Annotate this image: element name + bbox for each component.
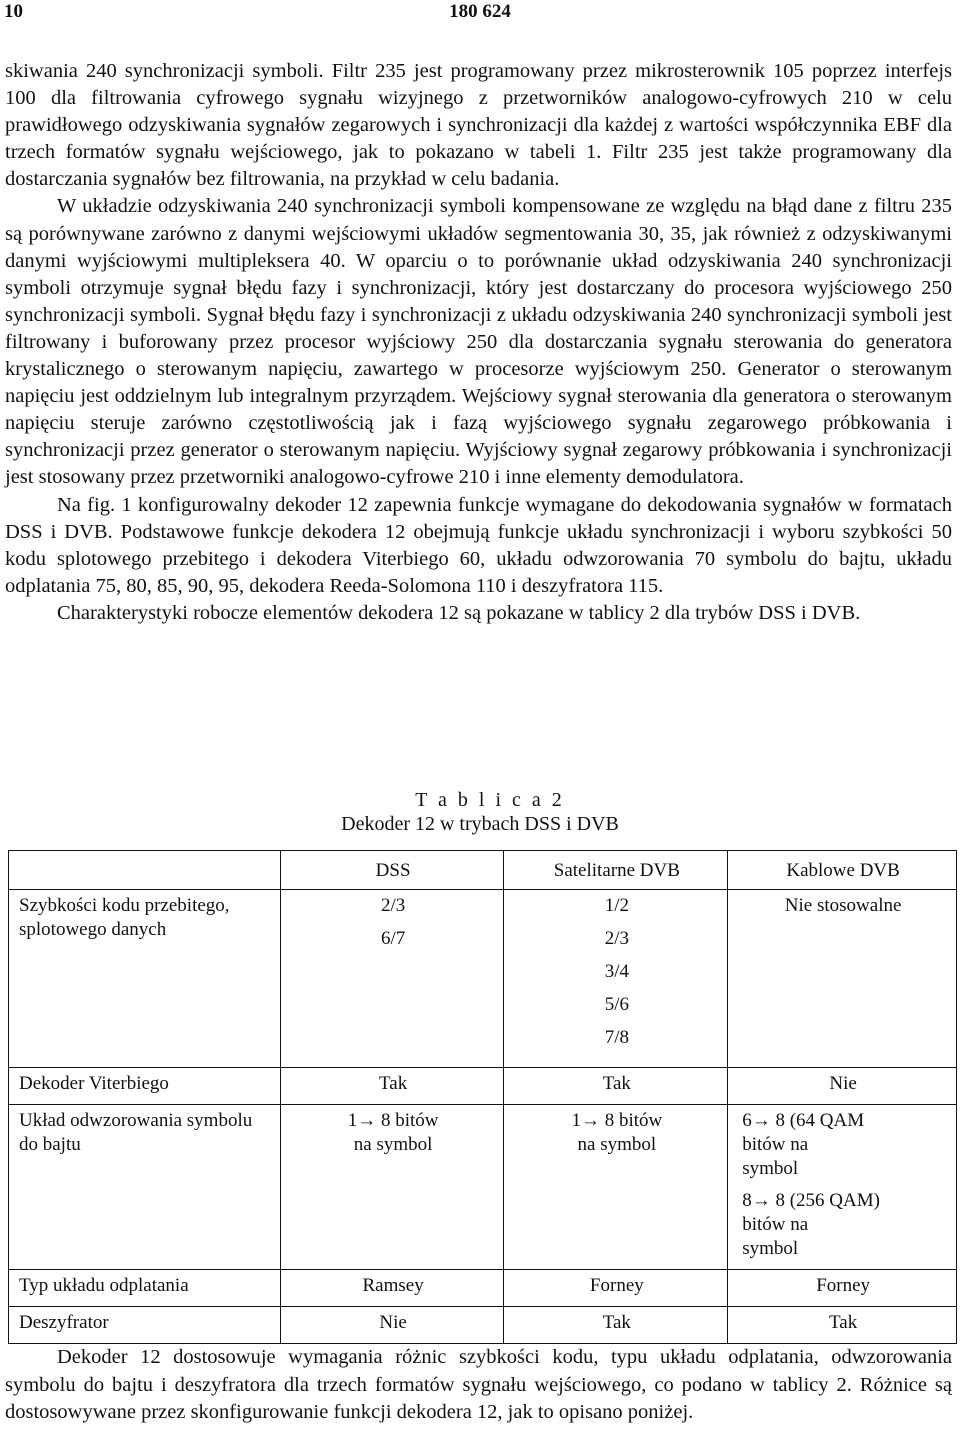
paragraph: Dekoder 12 dostosowuje wymagania różnic szybkości kodu, typu układu odplatania, odwzorowania symbolu do bajtu i deszyfratora dla trzech formatów sygnału wejściowego, co podano w tablicy 2. Różnice są dostosowywane przez skonfigurowanie funkcji dekodera 12, jak to opisano poniżej. xyxy=(5,1346,952,1423)
table-row xyxy=(9,1105,957,1270)
cell-value: 8→ 8 (256 QAM) xyxy=(742,1190,880,1211)
column-header xyxy=(9,851,281,890)
patent-number: 180 624 xyxy=(449,1,511,22)
cell-value: bitów na xyxy=(742,1214,809,1235)
paragraph: Charakterystyki robocze elementów dekodera 12 są pokazane w tablicy 2 dla trybów DSS i DVB. xyxy=(57,601,861,624)
sat-cell xyxy=(504,890,728,1068)
paragraph: skiwania 240 synchronizacji symboli. Filtr 235 jest programowany przez mikrosterownik 105 poprzez interfejs 100 dla filtrowania cyfrowego sygnału wizyjnego z przetworników analogowo-cyfrowych 210 w celu prawidłowego odzyskiwania sygnałów zegarowych i synchronizacji dla każdej z wartości współczynnika EBF dla trzech formatów sygnału wejściowego, jak to pokazano w tabeli 1. Filtr 235 jest także programowany dla dostarczania sygnałów bez filtrowania, na przykład w celu badania. xyxy=(5,60,952,191)
page-header xyxy=(0,0,960,30)
cell-value: 2/3 xyxy=(380,895,406,916)
paragraph: Na fig. 1 konfigurowalny dekoder 12 zapewnia funkcje wymagane do dekodowania sygnałów w formatach DSS i DVB. Podstawowe funkcje dekodera 12 obejmują funkcje układu synchronizacji i wyboru szybkości 50 kodu splotowego przebitego i dekodera Viterbiego 60, układu odwzorowania 70 symbolu do bajtu, układu odplatania 75, 80, 85, 90, 95, dekodera Reeda-Solomona 110 i deszyfratora 115. xyxy=(5,493,952,597)
cell-value: na symbol xyxy=(353,1134,433,1155)
cell-value: symbol xyxy=(742,1158,799,1179)
row-label: Deszyfrator xyxy=(9,1307,281,1344)
column-header: Kablowe DVB xyxy=(728,851,957,890)
decoder-table xyxy=(8,850,957,1344)
table-caption xyxy=(0,788,960,836)
table-header-row xyxy=(9,851,957,890)
row-label: Dekoder Viterbiego xyxy=(9,1068,281,1105)
kab-cell xyxy=(728,1105,957,1270)
cell-value: 3/4 xyxy=(604,961,629,982)
table-subtitle: Dekoder 12 w trybach DSS i DVB xyxy=(341,813,619,835)
table-row xyxy=(9,1307,957,1344)
cell-value: 1→ 8 bitów xyxy=(347,1110,439,1131)
row-label: Szybkości kodu przebitego, splotowego danych xyxy=(9,890,281,1068)
sat-cell: Tak xyxy=(504,1307,728,1344)
cell-value: 2/3 xyxy=(604,928,629,949)
cell-value: 6/7 xyxy=(380,928,406,949)
body-text xyxy=(5,58,952,627)
cell-value: 7/8 xyxy=(604,1027,629,1048)
table-row xyxy=(9,890,957,1068)
paragraph: W układzie odzyskiwania 240 synchronizacji symboli kompensowane ze względu na błąd dane z filtru 235 są porównywane zarówno z danymi wejściowymi układów segmentowania 30, 35, jak również z odzyskiwanymi danymi wyjściowymi multipleksera 40. W oparciu o to porównanie układ odzyskiwania 240 synchronizacji symboli otrzymuje sygnał błędu fazy i synchronizacji, który jest dostarczany do procesora wyjściowego 250 synchronizacji symboli. Sygnał błędu fazy i synchronizacji z układu odzyskiwania 240 synchronizacji symboli jest filtrowany i buforowany przez procesor wyjściowy 250 dla dostarczania sygnału sterowania do generatora krystalicznego o sterowanym napięciu, zawartego w procesorze wyjściowym 250. Generator o sterowanym napięciu jest oddzielnym lub integralnym przyrządem. Wejściowy sygnał sterowania dla generatora o sterowanym napięciu steruje zarówno częstotliwością jak i fazą wyjściowego sygnału zegarowego próbkowania i synchronizacji przez generator o sterowanym napięciu. Wyjściowy sygnał zegarowy próbkowania i synchronizacji jest stosowany przez przetworniki analogowo-cyfrowe 210 i inne elementy demodulatora. xyxy=(5,195,952,489)
dss-cell: Ramsey xyxy=(280,1270,504,1307)
cell-value: bitów na xyxy=(742,1134,809,1155)
closing-text xyxy=(5,1344,952,1427)
row-label: Układ odwzorowania symbolu do bajtu xyxy=(9,1105,281,1270)
dss-cell: Nie xyxy=(280,1307,504,1344)
dss-cell: Tak xyxy=(280,1068,504,1105)
sat-cell: Forney xyxy=(504,1270,728,1307)
cell-value: Nie stosowalne xyxy=(784,895,902,916)
table-title: T a b l i c a 2 xyxy=(415,789,565,811)
kab-cell xyxy=(728,890,957,1068)
cell-value: symbol xyxy=(742,1238,799,1259)
kab-cell: Forney xyxy=(728,1270,957,1307)
cell-value: na symbol xyxy=(577,1134,657,1155)
sat-cell xyxy=(504,1105,728,1270)
cell-value: 5/6 xyxy=(604,994,629,1015)
kab-cell: Nie xyxy=(728,1068,957,1105)
cell-value: 1/2 xyxy=(604,895,629,916)
column-header: DSS xyxy=(280,851,504,890)
table-row xyxy=(9,1270,957,1307)
table-row xyxy=(9,1068,957,1105)
dss-cell xyxy=(280,1105,504,1270)
page-number: 10 xyxy=(4,1,23,22)
dss-cell xyxy=(280,890,504,1068)
row-label: Typ układu odplatania xyxy=(9,1270,281,1307)
column-header: Satelitarne DVB xyxy=(504,851,728,890)
sat-cell: Tak xyxy=(504,1068,728,1105)
cell-value: 1→ 8 bitów xyxy=(571,1110,663,1131)
cell-value: 6→ 8 (64 QAM xyxy=(742,1110,865,1131)
kab-cell: Tak xyxy=(728,1307,957,1344)
